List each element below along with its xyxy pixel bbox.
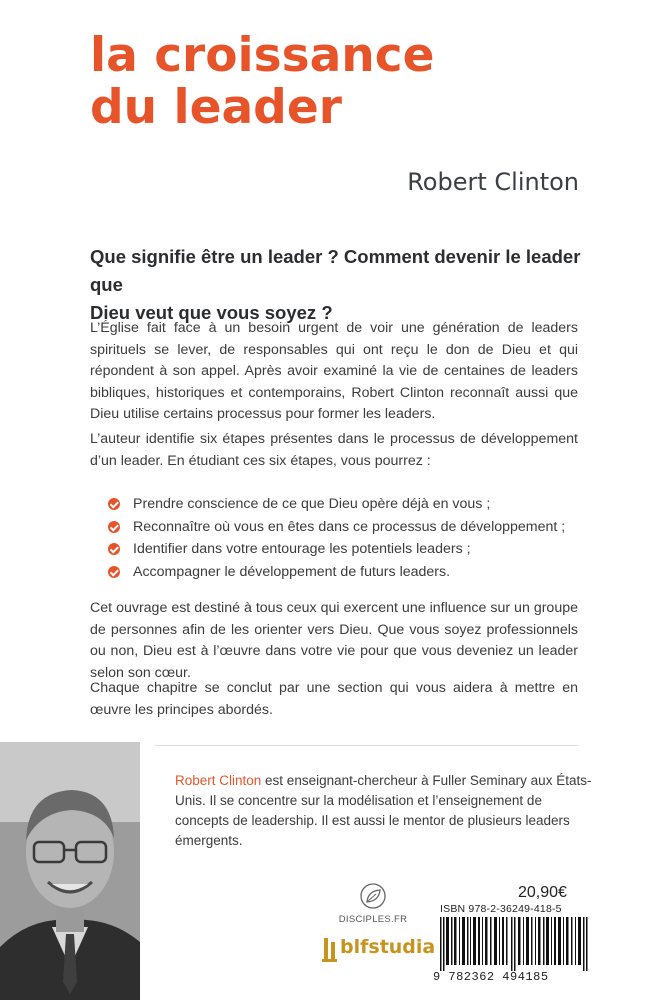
list-item — [108, 493, 578, 516]
price: 20,90€ — [518, 884, 567, 901]
list-item-text: Accompagner le développement de futurs leaders. — [133, 563, 451, 580]
list-item-text: Reconnaître où vous en êtes dans ce processus de développement ; — [133, 518, 566, 535]
isbn: ISBN 978-2-36249-418-5 — [440, 903, 562, 915]
leaf-icon — [318, 882, 428, 914]
publisher-logo-disciples — [318, 882, 428, 928]
pillar-icon — [322, 934, 338, 962]
chapters-paragraph: Chaque chapitre se conclut par une section qui vous aidera à mettre en œuvre les principes abordés. — [90, 680, 578, 718]
bio-author-name: Robert Clinton — [175, 773, 262, 788]
barcode — [440, 917, 588, 971]
headline-line1: Que signifie être un leader ? Comment devenir le leader que — [90, 246, 581, 295]
headline — [90, 243, 590, 327]
headline-line2: Dieu veut que vous soyez ? — [90, 302, 333, 323]
list-item — [108, 516, 578, 539]
steps-paragraph: L’auteur identifie six étapes présentes dans le processus de développement d’un leader. En étudiant ces six étapes, vous pourrez : — [90, 431, 578, 469]
audience-paragraph: Cet ouvrage est destiné à tous ceux qui exercent une influence sur un groupe de personnes afin de les orienter vers Dieu. Que vous soyez professionnels ou non, Dieu est à l’œuvre dans votre vie pour que vous deveniez un leader selon son cœur. — [90, 600, 578, 681]
list-item — [108, 538, 578, 561]
intro-paragraph: L’Église fait face à un besoin urgent de voir une génération de leaders spirituels se lever, de responsables qui ont reçu le don de Dieu et qui répondent à son appel. Après avoir examiné la vie de centaines de leaders bibliques, historiques et contemporains, Robert Clinton reconnaît aussi que Dieu utilise certains processus pour former les leaders. — [90, 320, 578, 422]
publisher-name-blfstudia: blfstudia — [340, 936, 436, 958]
bio-text: est enseignant-chercheur à Fuller Seminary aux États-Unis. Il se concentre sur la modélisation et l’enseignement de concepts de leadership. Il est aussi le mentor de plusieurs leaders émergents. — [175, 773, 592, 848]
publisher-logo-blfstudia — [322, 934, 436, 964]
list-item-text: Prendre conscience de ce que Dieu opère déjà en vous ; — [133, 496, 491, 512]
list-item — [108, 561, 578, 584]
publisher-name-disciples: DISCIPLES.FR — [338, 914, 408, 925]
check-icon — [108, 498, 120, 510]
list-item-text: Identifier dans votre entourage les potentiels leaders ; — [133, 541, 471, 557]
author-portrait-illustration — [0, 742, 140, 1000]
book-title-line1: la croissance — [90, 28, 435, 83]
author-photo — [0, 742, 140, 1000]
benefits-list — [108, 493, 578, 583]
check-icon — [108, 543, 120, 555]
author-name: Robert Clinton — [407, 168, 579, 196]
book-title — [90, 30, 435, 134]
check-icon — [108, 566, 120, 578]
check-icon — [108, 521, 120, 533]
section-divider — [155, 745, 579, 746]
author-bio — [175, 771, 595, 851]
book-title-line2: du leader — [90, 80, 342, 135]
barcode-digits: 9 782362 494185 — [433, 970, 549, 984]
